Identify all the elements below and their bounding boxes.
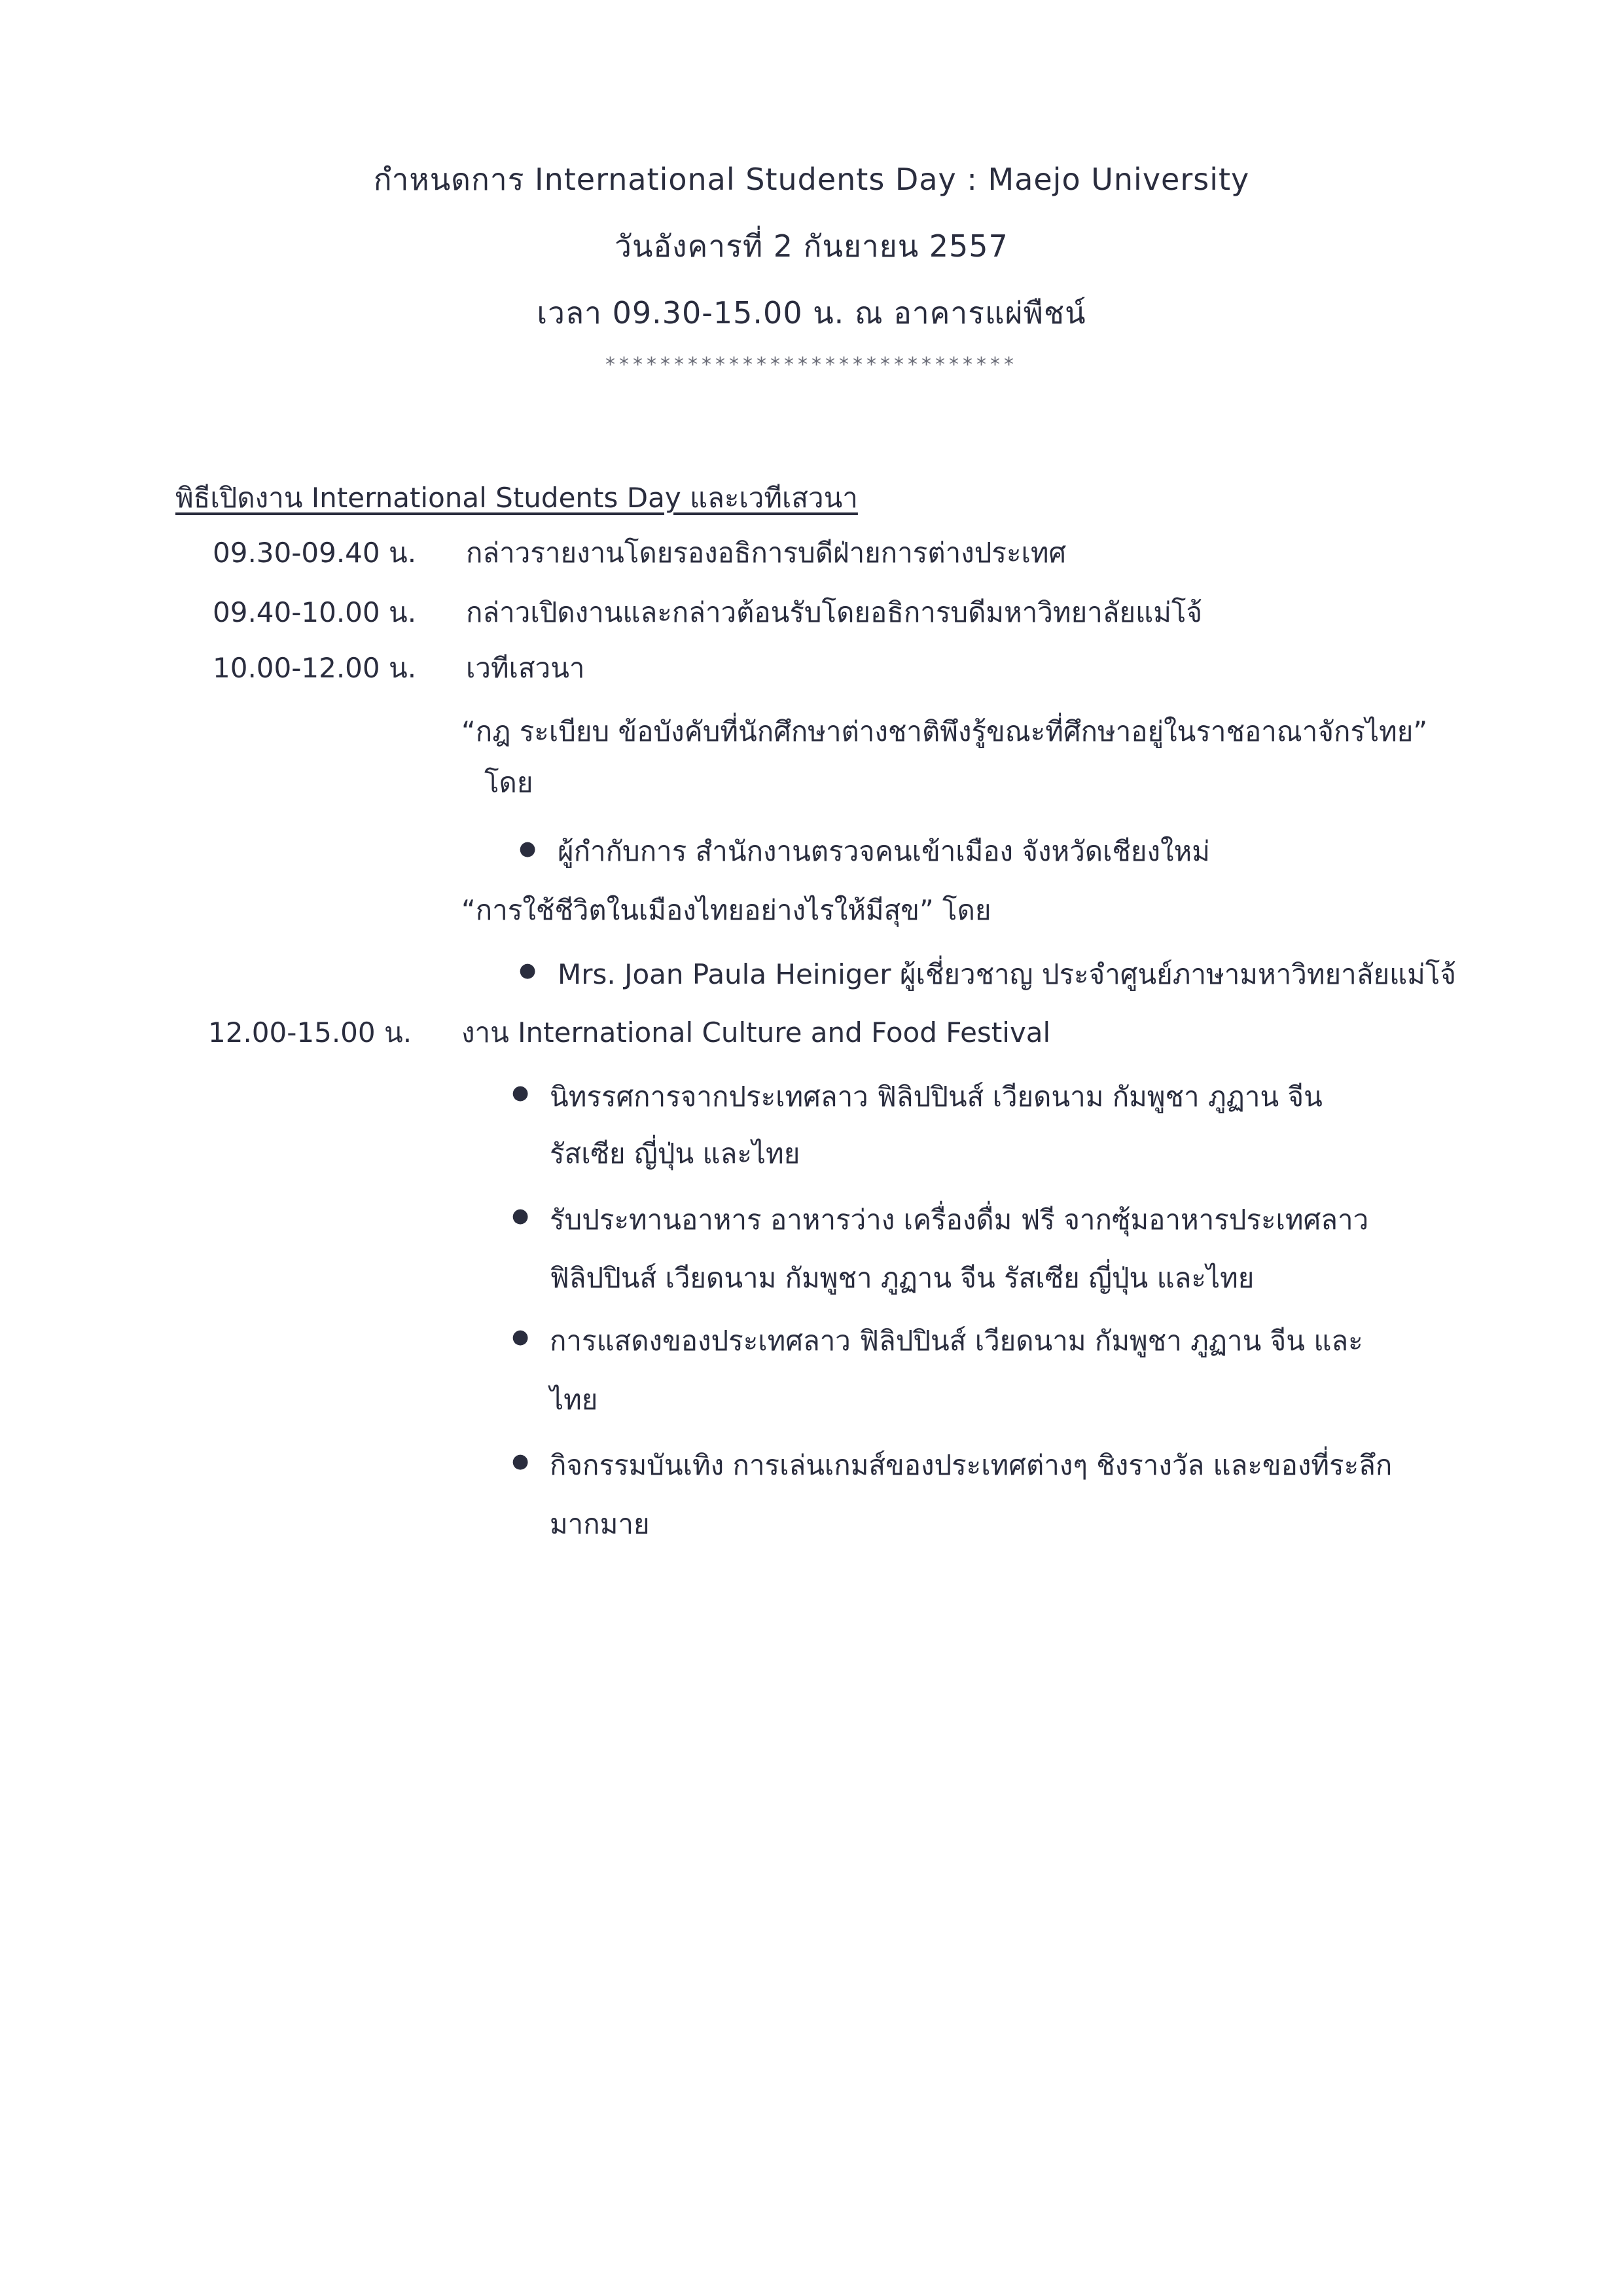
schedule-text-4: งาน International Culture and Food Festival — [461, 1016, 1051, 1049]
bullet-icon: ● — [519, 959, 537, 982]
schedule-text-3: เวทีเสวนา — [466, 652, 585, 684]
bullet-icon: ● — [512, 1081, 529, 1104]
seminar-speaker-1: ผู้กำกับการ สำนักงานตรวจคนเข้าเมือง จังหวัดเชียงใหม่ — [558, 835, 1210, 867]
festival-bullet-1-line-1: นิทรรศการจากประเทศลาว ฟิลิปปินส์ เวียดนาม กัมพูชา ภูฏาน จีน — [550, 1081, 1323, 1113]
bullet-icon: ● — [512, 1450, 529, 1473]
seminar-topic-1-by: โดย — [484, 766, 533, 798]
bullet-icon: ● — [519, 837, 537, 860]
event-time-venue: เวลา 09.30-15.00 น. ณ อาคารแผ่พืชน์ — [537, 295, 1086, 331]
section-heading: พิธีเปิดงาน International Students Day และเวทีเสวนา — [175, 482, 858, 514]
festival-bullet-2-line-1: รับประทานอาหาร อาหารว่าง เครื่องดื่ม ฟรี จากซุ้มอาหารประเทศลาว — [550, 1204, 1369, 1236]
schedule-time-1: 09.30-09.40 น. — [213, 537, 417, 569]
festival-bullet-2-line-2: ฟิลิปปินส์ เวียดนาม กัมพูชา ภูฏาน จีน รัสเซีย ญี่ปุ่น และไทย — [550, 1262, 1255, 1294]
schedule-time-2: 09.40-10.00 น. — [213, 596, 417, 628]
bullet-icon: ● — [512, 1204, 529, 1227]
schedule-text-1: กล่าวรายงานโดยรองอธิการบดีฝ่ายการต่างประเทศ — [466, 537, 1067, 569]
schedule-time-4: 12.00-15.00 น. — [208, 1016, 412, 1049]
festival-bullet-1-line-2: รัสเซีย ญี่ปุ่น และไทย — [550, 1138, 800, 1170]
festival-bullet-4-line-1: กิจกรรมบันเทิง การเล่นเกมส์ของประเทศต่างๆ ชิงรางวัล และของที่ระลึก — [550, 1449, 1393, 1481]
seminar-topic-1: “กฎ ระเบียบ ข้อบังคับที่นักศึกษาต่างชาติพึงรู้ขณะที่ศึกษาอยู่ในราชอาณาจักรไทย” — [461, 715, 1428, 747]
festival-bullet-3-line-1: การแสดงของประเทศลาว ฟิลิปปินส์ เวียดนาม กัมพูชา ภูฏาน จีน และ — [550, 1325, 1363, 1357]
event-date: วันอังคารที่ 2 กันยายน 2557 — [615, 228, 1008, 264]
festival-bullet-3-line-2: ไทย — [550, 1384, 598, 1416]
festival-bullet-4-line-2: มากมาย — [550, 1508, 650, 1540]
bullet-icon: ● — [512, 1325, 529, 1348]
schedule-text-2: กล่าวเปิดงานและกล่าวต้อนรับโดยอธิการบดีมหาวิทยาลัยแม่โจ้ — [466, 596, 1203, 628]
page-title: กำหนดการ International Students Day : Maejo University — [373, 162, 1250, 197]
seminar-topic-2: “การใช้ชีวิตในเมืองไทยอย่างไรให้มีสุข” โดย — [461, 894, 991, 926]
seminar-speaker-2: Mrs. Joan Paula Heiniger ผู้เชี่ยวชาญ ประจำศูนย์ภาษามหาวิทยาลัยแม่โจ้ — [558, 958, 1456, 990]
schedule-time-3: 10.00-12.00 น. — [213, 652, 417, 684]
header-divider: ****************************** — [605, 353, 1018, 376]
